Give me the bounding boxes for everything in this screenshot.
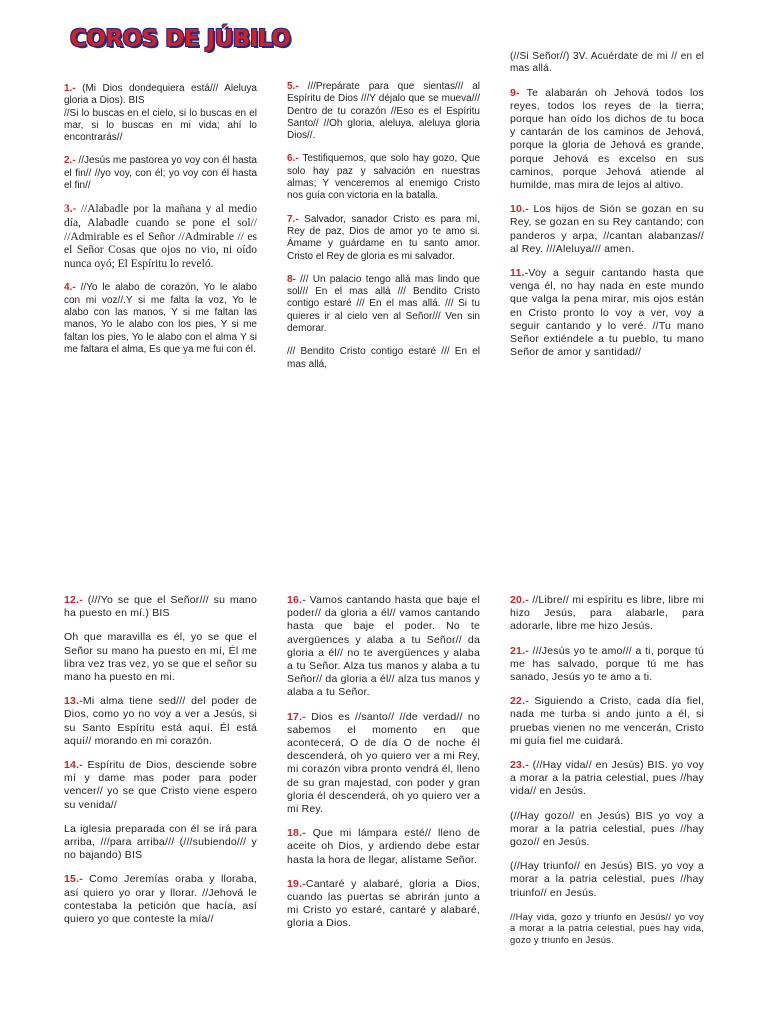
song-number: 20.- bbox=[510, 594, 529, 606]
song-23 bbox=[510, 759, 704, 799]
song-number: 6.- bbox=[287, 153, 299, 165]
song-text: Espíritu de Dios, desciende sobre mí y dame mas poder para poder vencer// yo se que Cristo viene espero su venida// bbox=[64, 759, 257, 811]
song-15 bbox=[64, 873, 257, 926]
song-text: //Yo le alabo de corazón, Yo le alabo con mi voz//.Y si me falta la voz, Yo le alabo con las manos, Y si me faltan las manos, Yo le alabo con los pies, Y si me faltan los pies, Yo le alabo con el alma Y si me faltara el alma, Es que ya me fui con él. bbox=[64, 282, 257, 355]
song-text: //Hay vida, gozo y triunfo en Jesús// yo voy a morar a la patria celestial, pues hay vida, gozo y triunfo en Jesús. bbox=[510, 910, 704, 945]
page-title: COROS DE JÚBILO bbox=[70, 26, 291, 52]
column-6 bbox=[510, 594, 704, 956]
song-number: 16.- bbox=[287, 594, 306, 606]
song-9 bbox=[510, 87, 704, 193]
song-text: Que mi lámpara esté// lleno de aceite oh Dios, y ardiendo debe estar hasta la hora de llegar, alístame Señor. bbox=[287, 827, 480, 866]
song-14-verse bbox=[64, 823, 257, 863]
song-17 bbox=[287, 711, 480, 817]
song-10 bbox=[510, 203, 704, 256]
song-number: 19.- bbox=[287, 877, 306, 890]
song-text: Cantaré y alabaré, gloria a Dios, cuando las puertas se abrirán junto a mi Cristo yo estaré, cantaré y alabaré, gloria a Dios. bbox=[287, 877, 480, 930]
song-4 bbox=[64, 282, 257, 356]
song-text: //Jesús me pastorea yo voy con él hasta el fin// //yo voy, con él; yo voy con él hasta el fin// bbox=[64, 155, 257, 192]
song-text: Te alabarán oh Jehová todos los reyes, todos los reyes de la tierra; porque han oído los dichos de tu boca y cantarán de los caminos de Jehová, porque la gloria de Jehová es grande, porque Jehová es excelso en sus caminos, porque Jehová atiende al humilde, mas mira de lejos al altivo. bbox=[510, 86, 704, 192]
song-number: 17.- bbox=[287, 710, 306, 723]
song-3 bbox=[64, 203, 257, 271]
song-text: ///Prepárate para que sientas/// al Espíritu de Dios ///Y déjalo que se mueva/// Dentro de tu corazón //Eso es el Espíritu Santo// //Oh gloria, aleluya, aleluya gloria Dios//. bbox=[287, 81, 480, 142]
song-8-chorus bbox=[510, 51, 704, 76]
column-5 bbox=[287, 594, 480, 942]
song-number: 4.- bbox=[64, 282, 76, 294]
song-number: 13.- bbox=[64, 695, 83, 708]
song-number: 11.- bbox=[510, 267, 529, 280]
song-5 bbox=[287, 81, 480, 142]
song-text: Oh que maravilla es él, yo se que el Señor su mano ha puesto en mí, Él me libra vez tras vez, yo se que el señor su mano ha puesto en mi. bbox=[64, 631, 257, 684]
column-3 bbox=[510, 51, 704, 370]
song-number: 14.- bbox=[64, 759, 83, 772]
song-13 bbox=[64, 695, 257, 748]
song-number: 1.- bbox=[64, 83, 76, 94]
song-8-continued bbox=[287, 346, 480, 371]
song-text: /// Bendito Cristo contigo estaré /// En el mas allá, bbox=[287, 346, 480, 370]
song-16 bbox=[287, 594, 480, 700]
song-text: //Alabadle por la mañana y al medio día, Alabadle cuando se pone el sol// //Admirable es el Señor //Admirable // es el Señor Cosas que ojos no vio, ni oído nunca oyó; El Espíritu lo reveló. bbox=[64, 203, 257, 270]
song-text: Salvador, sanador Cristo es para mí, Rey de paz, Dios de amor yo te amo si. Ámame y guárdame en tu santo amor. Cristo el Rey de gloria es mi salvador. bbox=[287, 213, 480, 262]
song-text: (//Si Señor//) 3V. Acuérdate de mi // en el mas allá. bbox=[510, 51, 704, 75]
song-text: Testifiquemos, que solo hay gozo, Que solo hay paz y salvación en nuestras almas; Y venceremos al enemigo Cristo nos guía con victoria en la batalla. bbox=[287, 153, 480, 202]
song-text: Mi alma tiene sed/// del poder de Dios, como yo no voy a ver a Jesús, si su Santo Espíritu está aquí. Él está aquí// morando en mi corazón. bbox=[64, 695, 257, 747]
song-12-verse bbox=[64, 631, 257, 684]
song-19 bbox=[287, 878, 480, 931]
song-text: //Libre// mi espíritu es libre, libre mi hizo Jesús, para alabarle, para adorarle, libre me hizo Jesús. bbox=[510, 594, 704, 633]
song-text: (Mi Dios dondequiera está/// Aleluya gloria a Dios). BIS //Si lo buscas en el cielo, si lo buscas en el mar, si lo buscas en mi vida; ahí lo encontrarás// bbox=[64, 83, 257, 144]
song-number: 15.- bbox=[64, 873, 83, 886]
song-text: (//Hay triunfo// en Jesús) BIS. yo voy a morar a la patria celestial, pues //hay triunfo// en Jesús. bbox=[510, 860, 704, 899]
song-text: (///Yo se que el Señor/// su mano ha puesto en mí.) BIS bbox=[64, 594, 257, 620]
song-text: Siguiendo a Cristo, cada día fiel, nada me turba si ando junto a él, si pruebas vienen no me vencerán, Cristo mi guía fiel me cuidará. bbox=[510, 695, 704, 747]
song-number: 5.- bbox=[287, 81, 299, 92]
column-4 bbox=[64, 594, 257, 937]
song-2 bbox=[64, 155, 257, 192]
song-7 bbox=[287, 214, 480, 263]
song-text: Vamos cantando hasta que baje el poder// da gloria a él// vamos cantando hasta que baje el poder. No te avergüences y alaba a tu Señor// da gloria a él// no te avergüences y alaba a tu Señor. Alza tus manos y alaba a tu Señor// da gloria a él// alza tus manos y alaba a tu Señor. bbox=[287, 594, 480, 699]
song-18 bbox=[287, 827, 480, 867]
song-text: ///Jesús yo te amo/// a ti, porque tú me has salvado, porque tú me has sanado, Jesús yo te amo a ti. bbox=[510, 644, 704, 684]
song-text: Como Jeremías oraba y lloraba, así quiero yo orar y llorar. //Jehová le contestaba la petición que hacía, así quiero yo que conteste la mía// bbox=[64, 873, 257, 926]
song-12 bbox=[64, 594, 257, 620]
song-21 bbox=[510, 645, 704, 685]
song-number: 3.- bbox=[64, 203, 77, 216]
song-text: /// Un palacio tengo allá mas lindo que sol/// En el mas allá /// Bendito Cristo contigo estaré /// En el mas allá. /// Si tu quieres ir al cielo ven al Señor/// Ven sin demorar. bbox=[287, 273, 480, 335]
song-8 bbox=[287, 274, 480, 335]
song-23-verse-gozo bbox=[510, 810, 704, 850]
song-23-verse-triunfo bbox=[510, 860, 704, 900]
song-number: 18.- bbox=[287, 827, 306, 840]
song-text: Dios es //santo// //de verdad// no sabemos el momento en que acontecerá, O de día O de noche él descenderá, oh yo quiero ver a mi Rey, mi corazón vibra pronto vendrá él, lleno de su gran majestad, con poder y gran gloria él descenderá, oh yo quiero ver a mi Rey. bbox=[287, 710, 480, 816]
song-number: 8- bbox=[287, 273, 296, 285]
song-text: (//Hay vida// en Jesús) BIS. yo voy a morar a la patria celestial, pues //hay vida// en Jesús. bbox=[510, 759, 704, 798]
song-text: Voy a seguir cantando hasta que venga él, no hay nada en este mundo que valga la pena mirar, mis ojos están en Cristo pronto lo voy a ver, voy a seguir cantando y lo veré. //Tu mano Señor extiéndele a tu pueblo, tu mano Señor de amor y santidad// bbox=[510, 267, 704, 359]
song-text: (//Hay gozo// en Jesús) BIS yo voy a morar a la patria celestial, pues //hay gozo// en Jesús. bbox=[510, 809, 704, 849]
song-number: 22.- bbox=[510, 695, 529, 708]
song-number: 23.- bbox=[510, 759, 529, 772]
song-number: 10.- bbox=[510, 203, 529, 216]
song-23-closing bbox=[510, 911, 704, 946]
song-14 bbox=[64, 759, 257, 812]
song-20 bbox=[510, 594, 704, 634]
column-2 bbox=[287, 81, 480, 382]
song-6 bbox=[287, 153, 480, 202]
song-22 bbox=[510, 695, 704, 748]
song-text: La iglesia preparada con él se irá para arriba, ///para arriba/// (///subiendo/// y no bajando) BIS bbox=[64, 822, 257, 862]
song-text: Los hijos de Sión se gozan en su Rey, se gozan en su Rey cantando; con panderos y arpa, //cantan alabanzas// al Rey. ///Aleluya/// amen. bbox=[510, 203, 704, 255]
song-number: 7.- bbox=[287, 213, 299, 225]
song-number: 12.- bbox=[64, 594, 83, 606]
song-11 bbox=[510, 267, 704, 359]
song-number: 2.- bbox=[64, 155, 76, 167]
song-number: 9- bbox=[510, 86, 520, 99]
song-1 bbox=[64, 83, 257, 144]
song-number: 21.- bbox=[510, 644, 529, 657]
column-1 bbox=[64, 83, 257, 367]
